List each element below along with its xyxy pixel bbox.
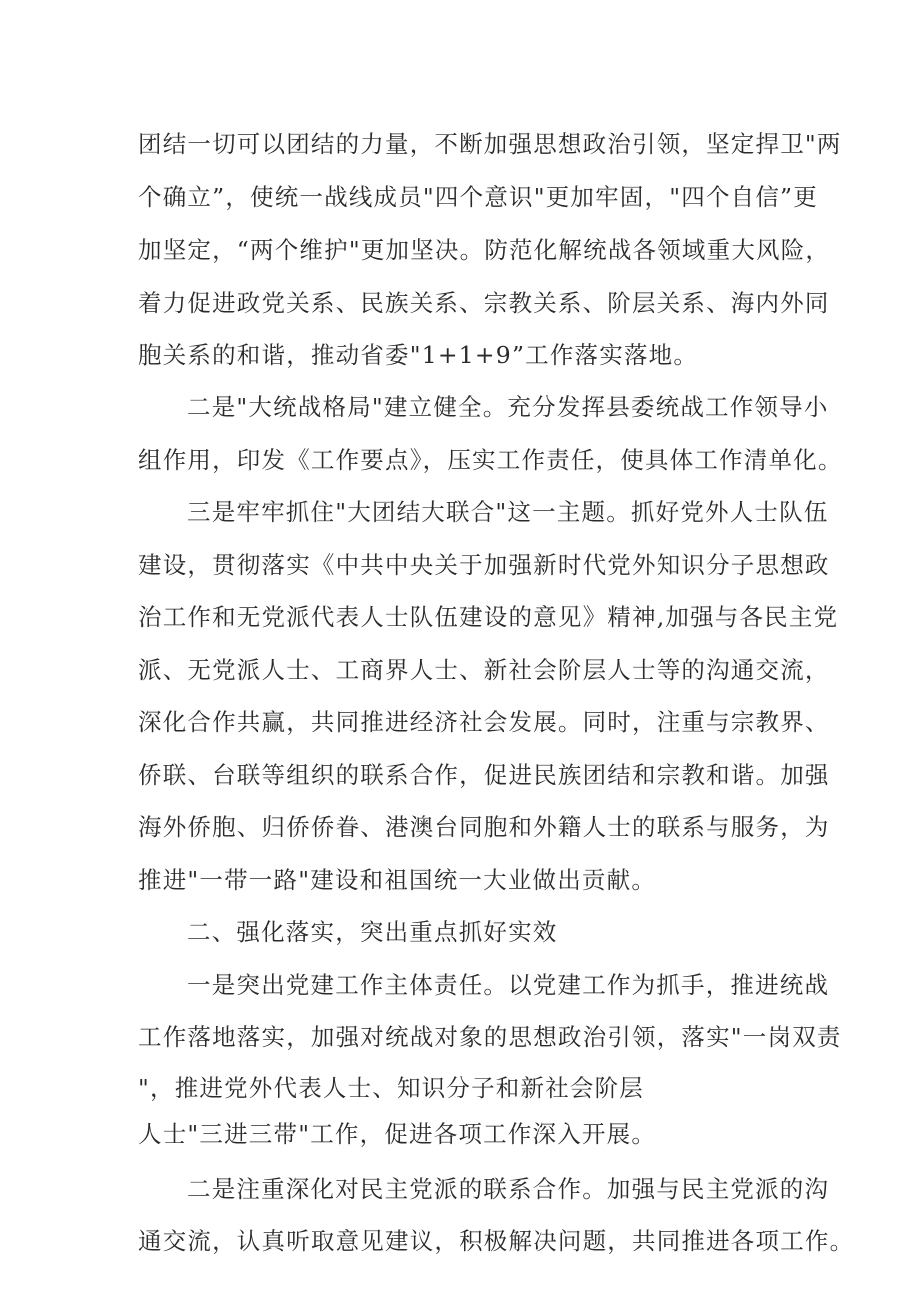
paragraph-line: 加坚定，“两个维护"更加坚决。防范化解统战各领域重大风险， [138,236,831,264]
paragraph-line: 一是突出党建工作主体责任。以党建工作为抓手，推进统战 [187,971,830,999]
paragraph-line: 组作用，印发《工作要点》，压实工作责任，使具体工作清单化。 [138,446,843,474]
paragraph-line: 团结一切可以团结的力量，不断加强思想政治引领，坚定捍卫"两 [138,130,842,158]
paragraph-line: 深化合作共赢，共同推进经济社会发展。同时，注重与宗教界、 [138,708,830,736]
paragraph-line: 建设，贯彻落实《中共中央关于加强新时代党外知识分子思想政 [138,551,830,579]
section-heading: 二、强化落实，突出重点抓好实效 [187,918,558,946]
paragraph-line: 派、无党派人士、工商界人士、新社会阶层人士等的沟通交流， [138,656,830,684]
paragraph-line: 推进"一带一路"建设和祖国统一大业做出贡献。 [138,866,657,894]
paragraph-line: 胞关系的和谐，推动省委"1+1+9”工作落实落地。 [138,341,699,369]
paragraph-line: 海外侨胞、归侨侨眷、港澳台同胞和外籍人士的联系与服务，为 [138,813,830,841]
paragraph-line: 治工作和无党派代表人士队伍建设的意见》精神,加强与各民主党 [138,603,839,631]
paragraph-line: 二是注重深化对民主党派的联系合作。加强与民主党派的沟 [187,1175,830,1203]
paragraph-line: 三是牢牢抓住"大团结大联合"这一主题。抓好党外人士队伍 [187,498,829,526]
paragraph-line: 着力促进政党关系、民族关系、宗教关系、阶层关系、海内外同 [138,289,830,317]
paragraph-line: 个确立”，使统一战线成员"四个意识"更加牢固，"四个自信”更 [138,183,818,211]
paragraph-line: 二是"大统战格局"建立健全。充分发挥县委统战工作领导小 [187,393,829,421]
paragraph-line: 侨联、台联等组织的联系合作，促进民族团结和宗教和谐。加强 [138,761,830,789]
paragraph-line: 人士"三进三带"工作，促进各项工作深入开展。 [138,1120,657,1148]
paragraph-line: 工作落地落实，加强对统战对象的思想政治引领，落实"一岗双责 [138,1023,842,1051]
paragraph-line: "，推进党外代表人士、知识分子和新社会阶层 [138,1074,645,1102]
paragraph-line: 通交流，认真听取意见建议，积极解决问题，共同推进各项工作。 [138,1227,855,1255]
